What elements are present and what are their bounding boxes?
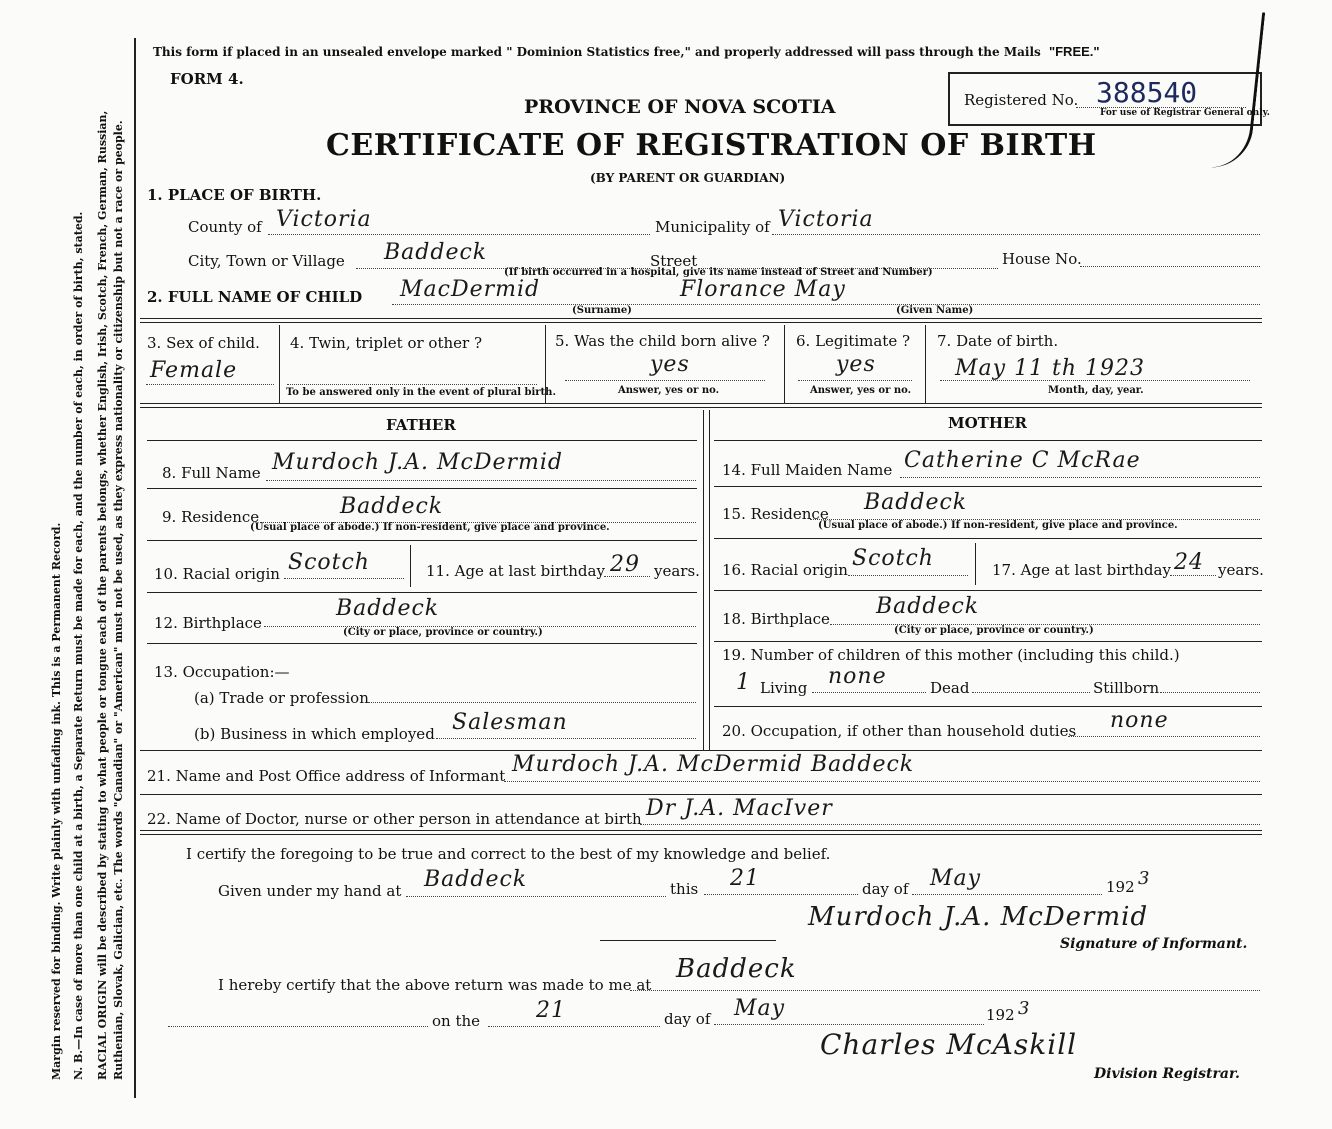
mother-age-label: 17. Age at last birthday [992,561,1171,579]
father-heading: FATHER [386,416,456,434]
informant-label: 21. Name and Post Office address of Informant [147,767,506,785]
mail-free: "FREE." [1048,44,1100,59]
margin-note-racial: RACIAL ORIGIN will be described by stating to what people or tongue each of the parents belongs, whether English, Irish, Scotch, French, German, Russian, [96,110,109,1080]
given-year-prefix: 192 [1106,878,1135,896]
child-surname: MacDermid [400,277,541,302]
mother-living-count: 1 [736,670,751,695]
alive-note: Answer, yes or no. [618,385,720,396]
doctor-value: Dr J.A. MacIver [646,796,833,821]
informant-signature-label: Signature of Informant. [1060,936,1248,952]
mother-living-value: none [828,664,887,689]
dob-note: Month, day, year. [1048,385,1144,396]
divider-parents [140,403,1262,408]
page-subtitle: (BY PARENT OR GUARDIAN) [590,171,786,185]
registrar-year-suffix: 3 [1018,998,1031,1019]
municipality-value: Victoria [778,207,874,232]
father-business-value: Salesman [452,710,568,735]
mother-stillborn-label: Stillborn [1093,679,1160,697]
registrar-place-value: Baddeck [676,954,797,984]
twin-label: 4. Twin, triplet or other ? [290,334,482,352]
city-label: City, Town or Village [188,252,345,270]
legit-value: yes [836,352,876,377]
father-birthplace-label: 12. Birthplace [154,614,262,632]
mother-name-value: Catherine C McRae [904,448,1141,473]
father-racial-label: 10. Racial origin [154,565,280,583]
child-given-name: Florance May [680,277,846,302]
dob-value: May 11 th 1923 [955,356,1146,381]
father-birthplace-note: (City or place, province or country.) [343,627,543,638]
margin-rule [134,38,136,1098]
father-residence-label: 9. Residence [162,508,260,526]
registrar-month-value: May [734,996,786,1021]
informant-signature: Murdoch J.A. McDermid [808,902,1149,932]
father-occupation-label: 13. Occupation:— [154,663,290,681]
father-years: years. [654,562,700,580]
father-trade-label: (a) Trade or profession [194,689,369,707]
margin-note-racial-2: Ruthenian, Slovak, Galician, etc. The words "Canadian" or "American" must not be used, as they express nationality or citizenship but not a race or people. [112,120,125,1080]
mother-birthplace-value: Baddeck [876,594,980,619]
mother-children-label: 19. Number of children of this mother (including this child.) [722,646,1180,664]
mother-occupation-value: none [1110,708,1169,733]
registrar-statement: I hereby certify that the above return was made to me at [218,976,652,994]
mail-notice [153,44,1100,59]
father-name-value: Murdoch J.A. McDermid [272,450,564,475]
father-racial-value: Scotch [288,550,370,575]
given-month-value: May [930,866,982,891]
sex-value: Female [150,358,238,383]
margin-note-binding: Margin reserved for binding. Write plainly with unfading ink. This is a Permanent Record. [50,522,63,1080]
father-residence-note: (Usual place of abode.) If non-resident, give place and province. [250,522,610,533]
margin-note-nb: N. B.—In case of more than one child at a birth, a Separate Return must be made for each, and the number of each, in order of birth, stated. [72,211,85,1080]
registered-label: Registered No. [964,91,1079,109]
father-age-value: 29 [610,552,640,577]
form-number: FORM 4. [170,70,244,88]
certify-statement: I certify the foregoing to be true and correct to the best of my knowledge and belief. [186,845,831,863]
given-day-value: 21 [730,866,760,891]
mail-notice-text: This form if placed in an unsealed envelope marked " Dominion Statistics free," and properly addressed will pass through the Mails [153,45,1041,59]
mother-racial-label: 16. Racial origin [722,561,848,579]
registrar-signature-label: Division Registrar. [1094,1066,1240,1082]
child-name-label: 2. FULL NAME OF CHILD [147,288,363,306]
mother-name-label: 14. Full Maiden Name [722,461,893,479]
city-value: Baddeck [384,240,488,265]
page-title: CERTIFICATE OF REGISTRATION OF BIRTH [326,128,1097,163]
mother-living-label: Living [760,679,808,697]
given-place-value: Baddeck [424,867,528,892]
registrar-day-value: 21 [536,998,566,1023]
father-birthplace-value: Baddeck [336,596,440,621]
mother-dead-label: Dead [930,679,970,697]
street-label: Street [650,252,698,270]
alive-value: yes [650,352,690,377]
given-this-label: this [670,880,699,898]
given-year-suffix: 3 [1138,868,1151,889]
mother-years: years. [1218,561,1264,579]
municipality-label: Municipality of [655,218,770,236]
registrar-day-of-label: day of [664,1010,711,1028]
registrar-year-prefix: 192 [986,1006,1015,1024]
mother-residence-value: Baddeck [864,490,968,515]
alive-label: 5. Was the child born alive ? [555,332,770,350]
registrar-signature: Charles McAskill [820,1028,1078,1061]
informant-value: Murdoch J.A. McDermid Baddeck [512,752,915,777]
given-note: (Given Name) [896,305,974,316]
father-business-label: (b) Business in which employed [194,725,435,743]
mother-birthplace-note: (City or place, province or country.) [894,625,1094,636]
mother-residence-label: 15. Residence [722,505,829,523]
divider-top [140,318,1262,323]
pen-mark [1206,8,1265,172]
doctor-label: 22. Name of Doctor, nurse or other person in attendance at birth [147,810,642,828]
sex-label: 3. Sex of child. [147,334,260,352]
father-name-label: 8. Full Name [162,464,261,482]
mother-residence-note: (Usual place of abode.) If non-resident, give place and province. [818,520,1178,531]
county-label: County of [188,218,262,236]
legit-label: 6. Legitimate ? [796,332,911,350]
surname-note: (Surname) [572,305,632,316]
dob-label: 7. Date of birth. [937,332,1059,350]
father-residence-value: Baddeck [340,494,444,519]
house-label: House No. [1002,250,1082,268]
mother-occupation-label: 20. Occupation, if other than household duties [722,722,1077,740]
place-heading: 1. PLACE OF BIRTH. [147,186,322,204]
mother-heading: MOTHER [948,414,1027,432]
given-label: Given under my hand at [218,882,402,900]
county-value: Victoria [276,207,372,232]
given-day-of-label: day of [862,880,909,898]
father-age-label: 11. Age at last birthday [426,562,605,580]
hospital-note: (If birth occurred in a hospital, give its name instead of Street and Number) [504,267,933,278]
mother-age-value: 24 [1174,550,1204,575]
registrar-on-the-label: on the [432,1012,481,1030]
twin-note: To be answered only in the event of plural birth. [286,387,556,398]
registrar-note: For use of Registrar General only. [1100,108,1270,118]
mother-racial-value: Scotch [852,546,934,571]
province-title: PROVINCE OF NOVA SCOTIA [524,96,836,118]
mother-birthplace-label: 18. Birthplace [722,610,830,628]
legit-note: Answer, yes or no. [810,385,912,396]
registered-number: 388540 [1096,76,1198,109]
